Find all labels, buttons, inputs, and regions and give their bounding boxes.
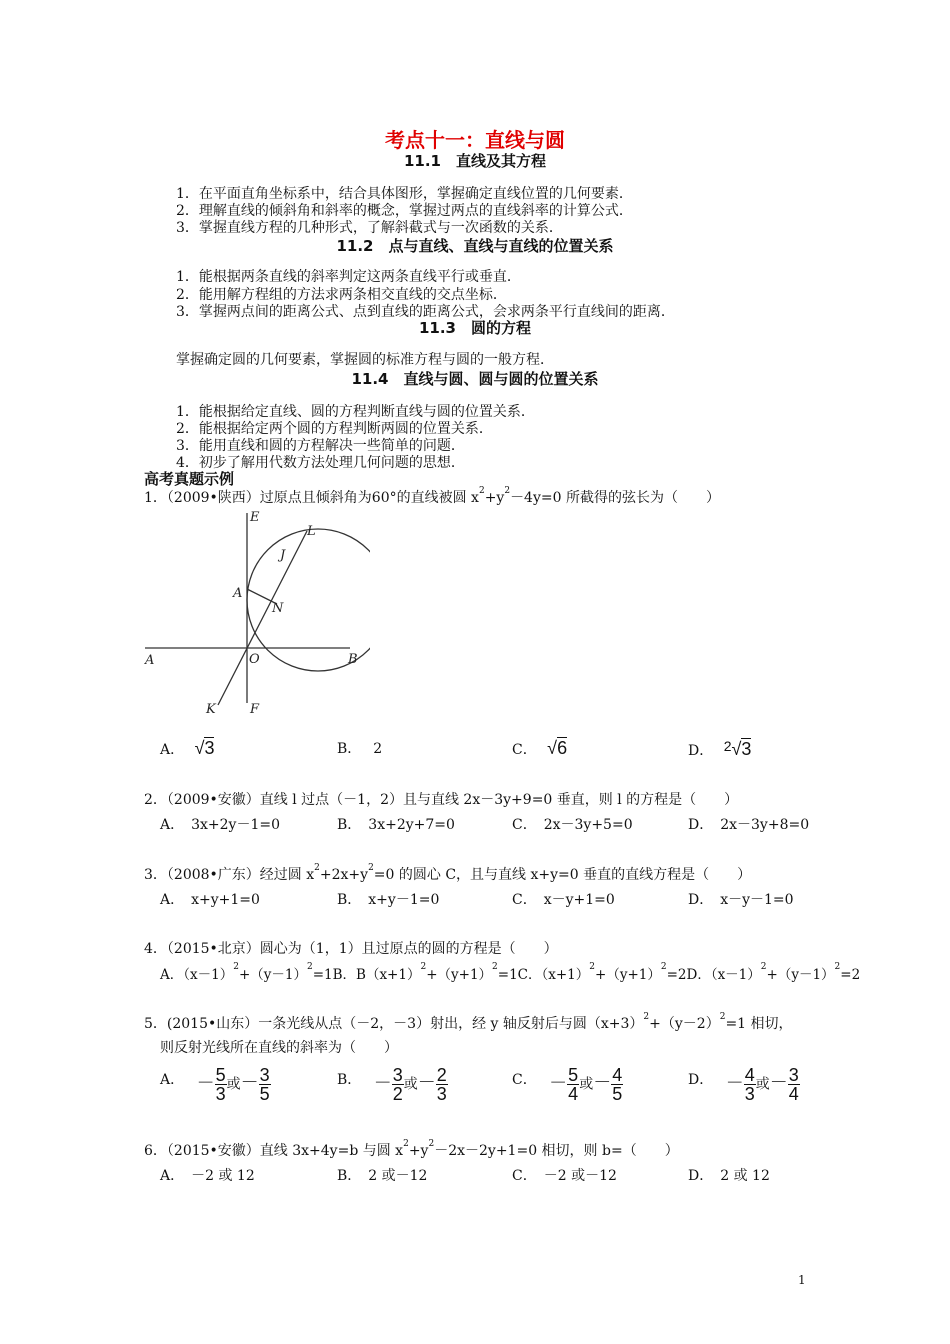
question-1-option-a: A． √3 [160,738,215,758]
question-5-option-b: B． － $\frac{3}{2}$ 或－ $\frac{2}{3}$ [337,1065,447,1104]
question-1-figure [140,505,370,720]
section-item: 4．初步了解用代数方法处理几何问题的思想． [176,455,465,471]
question-3-option-d: D． x－y－1=0 [688,892,794,908]
question-4-options: A．$(x-1)^2+(y-1)^2=1B$．$B(x+1)^2+(y+1)^2=1C$．$(x+1)^2+(y+1)^2=2D$．$(x-1)^2+(y-1)^2=2$ [160,962,861,983]
section-item: 2．能用解方程组的方法求两条相交直线的交点坐标． [176,287,507,303]
label-e: E [250,510,260,525]
section-heading-11-4: 11.4 直线与圆、圆与圆的位置关系 [351,370,599,388]
section-item: 3．掌握直线方程的几种形式，了解斜截式与一次函数的关系． [176,220,563,236]
page-number: 1 [798,1273,806,1287]
label-o: O [249,652,260,667]
label-n: N [272,601,284,616]
section-item: 3．掌握两点间的距离公式、点到直线的距离公式，会求两条平行直线间的距离． [176,304,675,320]
label-j: J [280,548,286,563]
question-1-stem: 1．（2009•陕西）过原点且倾斜角为60°的直线被圆 $x^2+y^2-4y=0$ 所截得的弦长为（ ） [144,486,720,506]
question-6-stem: 6．（2015•安徽）直线 3x+4y=b 与圆 $x^2+y^2-2x-2y+1=0$ 相切，则 b=（ ） [144,1139,679,1159]
exam-examples-header: 高考真题示例 [144,470,235,488]
label-f: F [250,702,260,717]
section-item: 2．能根据给定两个圆的方程判断两圆的位置关系． [176,421,493,437]
question-6-option-c: C． －2 或－12 [512,1168,617,1184]
section-item: 3．能用直线和圆的方程解决一些简单的问题． [176,438,465,454]
section-item: 1．能根据给定直线、圆的方程判断直线与圆的位置关系． [176,404,535,420]
question-3-stem: 3．（2008•广东）经过圆 $x^2+2x+y^2=0$ 的圆心 C，且与直线 x+y=0 垂直的直线方程是（ ） [144,863,752,883]
question-5-stem-line-2: 则反射光线所在直线的斜率为（ ） [160,1040,398,1056]
question-5-option-d: D． － $\frac{4}{3}$ 或－ $\frac{3}{4}$ [688,1065,799,1104]
question-2-option-a: A． 3x+2y－1=0 [160,817,281,833]
label-l: L [307,524,316,539]
question-1-option-d: D． $^2$√3 [688,738,752,759]
line-l [218,531,307,705]
question-2-option-b: B． 3x+2y+7=0 [337,817,455,833]
circle [247,529,370,671]
section-item: 1．在平面直角坐标系中，结合具体图形，掌握确定直线位置的几何要素． [176,186,633,202]
label-a-axis: A [145,653,155,668]
section-heading-11-2: 11.2 点与直线、直线与直线的位置关系 [336,237,614,255]
section-heading-11-3: 11.3 圆的方程 [418,319,531,337]
label-a-center: A [233,586,243,601]
question-1-option-c: C． √6 [512,738,568,758]
section-item: 掌握确定圆的几何要素，掌握圆的标准方程与圆的一般方程． [176,352,554,368]
section-item: 2．理解直线的倾斜角和斜率的概念，掌握过两点的直线斜率的计算公式． [176,203,633,219]
question-6-option-a: A． －2 或 12 [160,1168,255,1184]
question-2-option-c: C． 2x－3y+5=0 [512,817,633,833]
page-title: 考点十一：直线与圆 [385,128,565,152]
question-5-option-a: A． － $\frac{5}{3}$ 或－ $\frac{3}{5}$ [160,1065,270,1104]
question-2-option-d: D． 2x－3y+8=0 [688,817,810,833]
question-2-stem: 2．（2009•安徽）直线 l 过点（－1，2）且与直线 2x－3y+9=0 垂直，则 l 的方程是（ ） [144,792,739,808]
question-3-option-c: C． x－y+1=0 [512,892,615,908]
question-3-option-b: B． x+y－1=0 [337,892,440,908]
question-4-stem: 4．（2015•北京）圆心为（1，1）且过原点的圆的方程是（ ） [144,941,558,957]
label-k: K [206,702,216,717]
section-heading-11-1: 11.1 直线及其方程 [403,152,546,170]
question-6-option-b: B． 2 或－12 [337,1168,428,1184]
question-5-stem-line-1: 5．(2015•山东）一条光线从点（－2，－3）射出，经 y 轴反射后与圆$(x+3)^2+(y-2)^2=1$ 相切， [144,1012,793,1032]
question-1-option-b: B． 2 [337,741,383,757]
question-5-option-c: C． － $\frac{5}{4}$ 或－ $\frac{4}{5}$ [512,1065,623,1104]
section-item: 1．能根据两条直线的斜率判定这两条直线平行或垂直． [176,269,521,285]
question-3-option-a: A． x+y+1=0 [160,892,260,908]
question-6-option-d: D． 2 或 12 [688,1168,770,1184]
label-b: B [348,652,358,667]
